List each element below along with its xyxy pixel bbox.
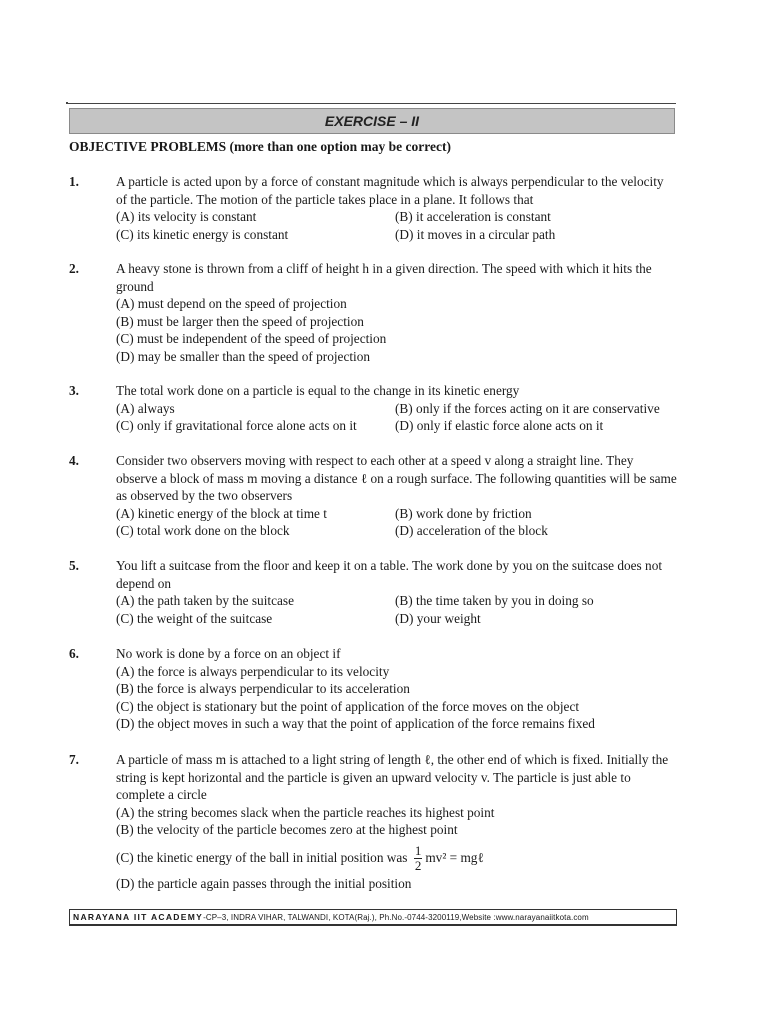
- exercise-banner: EXERCISE – II: [69, 108, 675, 134]
- question-6: [69, 645, 677, 733]
- footer-address: -CP–3, INDRA VIHAR, TALWANDI, KOTA(Raj.), Ph.No.-0744-3200119,Website :www.narayanaiitkota.com: [203, 913, 589, 922]
- option-d: (D) may be smaller than the speed of projection: [116, 348, 371, 364]
- option-b: (B) only if the forces acting on it are conservative: [395, 400, 660, 416]
- fraction-numerator: 1: [414, 842, 422, 858]
- question-2: [69, 260, 677, 365]
- option-c: (C) the object is stationary but the point of application of the force moves on the object: [116, 698, 580, 714]
- option-c: (C) must be independent of the speed of projection: [116, 331, 387, 346]
- question-4: [69, 452, 677, 540]
- option-c: (C) total work done on the block: [116, 523, 290, 538]
- fraction-denominator: 2: [414, 857, 422, 873]
- option-a: (A) the force is always perpendicular to its velocity: [116, 663, 390, 679]
- question-7: [69, 751, 677, 892]
- footer-brand: NARAYANA IIT ACADEMY: [73, 912, 204, 922]
- option-c-text: (C) the kinetic energy of the ball in initial position was: [116, 849, 408, 865]
- option-b: (B) work done by friction: [395, 505, 532, 521]
- option-a: (A) its velocity is constant: [116, 209, 257, 224]
- option-d: (D) acceleration of the block: [395, 523, 548, 538]
- question-5: [69, 557, 677, 627]
- option-b: (B) the time taken by you in doing so: [395, 593, 594, 608]
- option-b: (B) the force is always perpendicular to its acceleration: [116, 681, 410, 696]
- question-1: [69, 173, 677, 243]
- option-c: (C) only if gravitational force alone acts on it: [116, 418, 357, 433]
- question-number: 1.: [69, 174, 79, 189]
- question-text: Consider two observers moving with respect to each other at a speed v along a straight line. They observe a block of mass m moving a distance ℓ on a rough surface. The following quantities will be same as observed by the two observers: [116, 453, 677, 503]
- option-d: (D) your weight: [395, 610, 481, 626]
- question-number: 5.: [69, 558, 79, 573]
- option-d: (D) the object moves in such a way that the point of application of the force remains fixed: [116, 716, 595, 731]
- question-text: A particle is acted upon by a force of constant magnitude which is always perpendicular to the velocity of the particle. The motion of the particle takes place in a plane. It follows that: [116, 174, 664, 207]
- section-title: OBJECTIVE PROBLEMS (more than one option may be correct): [69, 139, 451, 154]
- option-b: (B) must be larger then the speed of projection: [116, 313, 364, 329]
- question-number: 3.: [69, 383, 79, 398]
- question-number: 4.: [69, 453, 79, 468]
- option-b: (B) it acceleration is constant: [395, 209, 551, 224]
- option-c: [116, 843, 677, 873]
- option-d: (D) the particle again passes through the initial position: [116, 875, 412, 891]
- question-text: You lift a suitcase from the floor and keep it on a table. The work done by you on the suitcase does not depend on: [116, 558, 663, 591]
- option-c: (C) the weight of the suitcase: [116, 610, 273, 626]
- question-3: [69, 382, 677, 435]
- option-a: (A) the string becomes slack when the particle reaches its highest point: [116, 804, 495, 820]
- option-d: (D) it moves in a circular path: [395, 226, 556, 242]
- option-a: (A) must depend on the speed of projection: [116, 296, 347, 311]
- page-footer: [69, 909, 677, 926]
- formula-rest: mv² = mgℓ: [425, 849, 484, 865]
- option-a: (A) the path taken by the suitcase: [116, 593, 294, 608]
- question-number: 2.: [69, 261, 79, 276]
- question-text: No work is done by a force on an object if: [116, 646, 341, 661]
- top-rule: [68, 103, 676, 104]
- question-text: A particle of mass m is attached to a light string of length ℓ, the other end of which is fixed. Initially the string is kept horizontal and the particle is given an upward velocity v. The particle is just able to complete a circle: [116, 752, 669, 802]
- fraction-one-half: [414, 844, 423, 873]
- question-number: 6.: [69, 646, 79, 661]
- question-text: The total work done on a particle is equal to the change in its kinetic energy: [116, 383, 520, 398]
- option-b: (B) the velocity of the particle becomes zero at the highest point: [116, 822, 458, 837]
- question-number: 7.: [69, 752, 79, 767]
- question-text: A heavy stone is thrown from a cliff of height h in a given direction. The speed with which it hits the ground: [116, 261, 652, 294]
- option-a: (A) always: [116, 400, 175, 416]
- option-d: (D) only if elastic force alone acts on it: [395, 418, 604, 433]
- option-c: (C) its kinetic energy is constant: [116, 226, 289, 242]
- option-a: (A) kinetic energy of the block at time t: [116, 505, 327, 521]
